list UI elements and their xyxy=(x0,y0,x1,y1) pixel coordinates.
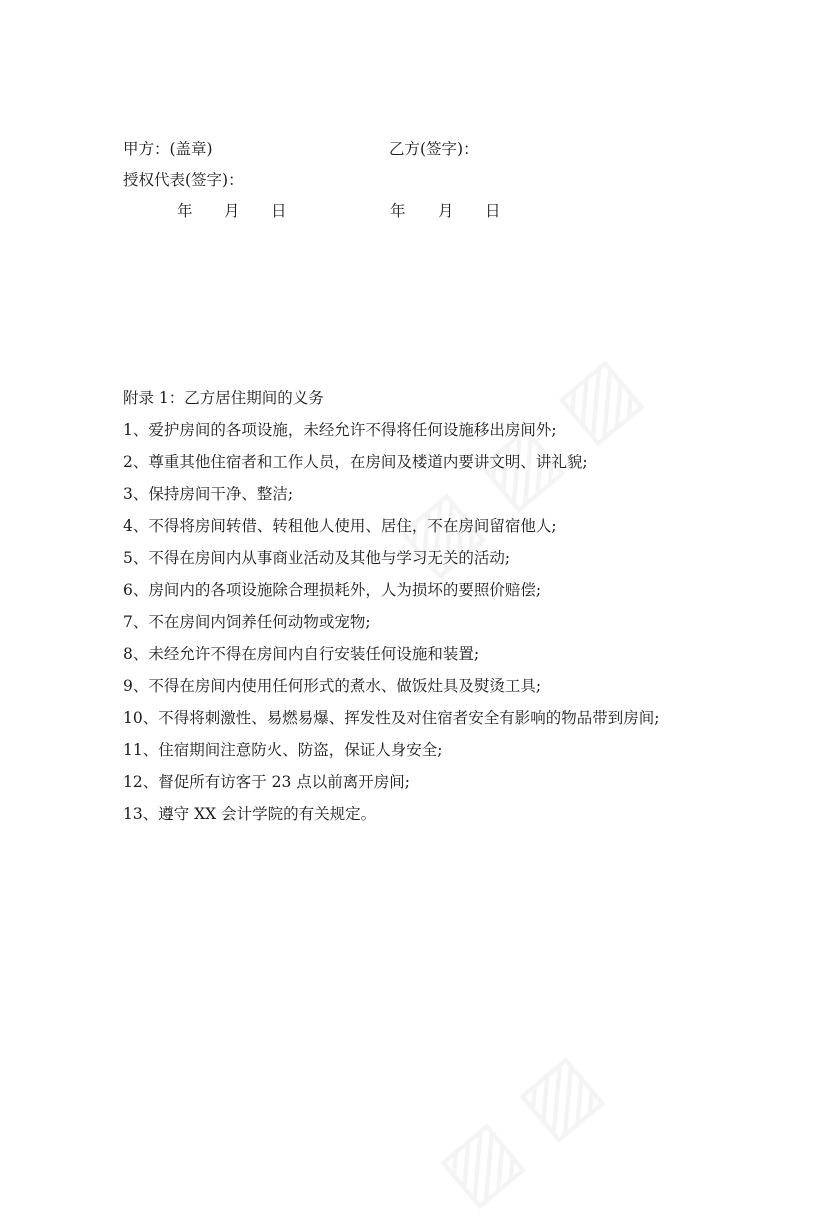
list-item: 12、督促所有访客于 23 点以前离开房间; xyxy=(123,773,411,791)
party-a-day: 日 xyxy=(271,202,287,220)
list-item: 3、保持房间干净、整洁; xyxy=(123,485,294,503)
appendix-title: 附录 1：乙方居住期间的义务 xyxy=(123,389,324,407)
list-item: 9、不得在房间内使用任何形式的煮水、做饭灶具及熨烫工具; xyxy=(123,677,542,695)
signature-row-date xyxy=(123,199,723,223)
party-a-label: 甲方：(盖章) xyxy=(123,140,213,158)
party-b-month: 月 xyxy=(438,202,454,220)
party-a-year: 年 xyxy=(177,202,193,220)
list-item: 2、尊重其他住宿者和工作人员，在房间及楼道内要讲文明、讲礼貌; xyxy=(123,453,588,471)
list-item: 6、房间内的各项设施除合理损耗外，人为损坏的要照价赔偿; xyxy=(123,581,542,599)
obligations-list xyxy=(123,418,783,834)
list-item: 8、未经允许不得在房间内自行安装任何设施和装置; xyxy=(123,645,480,663)
party-b-year: 年 xyxy=(390,202,406,220)
party-b-day: 日 xyxy=(485,202,501,220)
appendix-section xyxy=(123,386,783,834)
list-item: 10、不得将刺激性、易燃易爆、挥发性及对住宿者安全有影响的物品带到房间; xyxy=(123,709,660,727)
authorized-rep-label: 授权代表(签字)： xyxy=(123,171,244,189)
list-item: 13、遵守 XX 会计学院的有关规定。 xyxy=(123,805,377,823)
party-a-month: 月 xyxy=(224,202,240,220)
list-item: 4、不得将房间转借、转租他人使用、居住，不在房间留宿他人; xyxy=(123,517,557,535)
list-item: 1、爱护房间的各项设施，未经允许不得将任何设施移出房间外; xyxy=(123,421,557,439)
signature-row-representative xyxy=(123,168,723,192)
signature-row-parties xyxy=(123,137,723,161)
party-b-label: 乙方(签字)： xyxy=(389,140,479,158)
list-item: 11、住宿期间注意防火、防盗，保证人身安全; xyxy=(123,741,443,759)
watermark-mark-bottom xyxy=(420,1035,617,1221)
list-item: 7、不在房间内饲养任何动物或宠物; xyxy=(123,613,371,631)
list-item: 5、不得在房间内从事商业活动及其他与学习无关的活动; xyxy=(123,549,511,567)
